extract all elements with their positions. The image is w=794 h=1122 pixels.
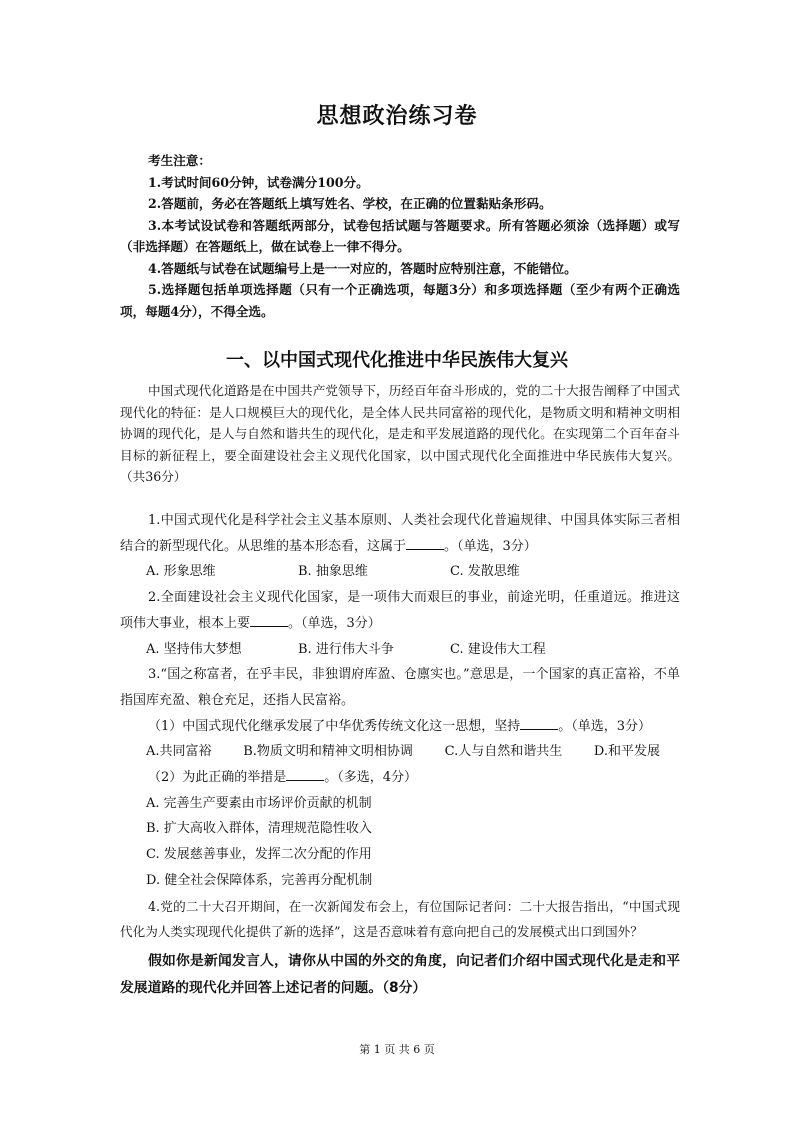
questions (120, 508, 680, 1002)
question-3-sub1-stem (120, 714, 680, 740)
option-c: C. 建设伟大工程 (450, 641, 546, 657)
option-a: A. 坚持伟大梦想 (146, 641, 242, 657)
q3-sub1-suffix: 。（单选，3分） (558, 718, 652, 734)
q3-sub2-text: （2）为此正确的举措是 (148, 770, 287, 786)
notice-item: 1.考试时间60分钟，试卷满分100分。 (148, 174, 369, 190)
question-1-options (120, 559, 680, 585)
page-footer: 第 1 页 共 6 页 (359, 1043, 435, 1056)
option-c: C.人与自然和谐共生 (444, 744, 563, 760)
question-4-stem: 4.党的二十大召开期间，在一次新闻发布会上，有位国际记者问：二十大报告指出，“中国式现代化为人类实现现代化提供了新的选择”，这是否意味着有意向把自己的发展模式出口到国外？ (120, 898, 680, 939)
page-title: 思想政治练习卷 (316, 104, 478, 129)
option-d: D.和平发展 (593, 744, 660, 760)
exam-notice (120, 150, 680, 322)
notice-item: 2.答题前，务必在答题纸上填写姓名、学校，在正确的位置黏贴条形码。 (148, 196, 552, 211)
question-3-sub2-stem (120, 765, 680, 791)
q2-stem-text: 2.全面建设社会主义现代化国家，是一项伟大而艰巨的事业，前途光明，任重道远。推进这项伟大事业，根本上要 (120, 590, 680, 631)
answer-blank (250, 614, 288, 627)
q3-sub1-text: （1）中国式现代化继承发展了中华优秀传统文化这一思想，坚持 (148, 718, 521, 734)
option-b: B. 进行伟大斗争 (298, 641, 394, 657)
section-intro: 中国式现代化道路是在中国共产党领导下，历经百年奋斗形成的，党的二十大报告阐释了中国式现代化的特征：是人口规模巨大的现代化，是全体人民共同富裕的现代化，是物质文明和精神文明相协调的现代化，是人与自然和谐共生的现代化，是走和平发展道路的现代化。在实现第二个百年奋斗目标的新征程上，要全面建设社会主义现代化国家，以中国式现代化全面推进中华民族伟大复兴。（共36分） (120, 383, 680, 484)
notice-item: 5.选择题包括单项选择题（只有一个正确选项，每题3分）和多项选择题（至少有两个正确选项，每题4分），不得全选。 (120, 282, 680, 319)
option-a: A. 形象思维 (146, 564, 216, 580)
option-b: B. 抽象思维 (298, 564, 368, 580)
option-a: A. 完善生产要素由市场评价贡献的机制 (146, 795, 372, 811)
question-4-task: 假如你是新闻发言人，请你从中国的外交的角度，向记者们介绍中国式现代化是走和平发展道路的现代化并回答上述记者的问题。（8分） (120, 953, 680, 997)
question-1-stem (120, 508, 680, 559)
q3-sub2-suffix: 。（多选，4分） (324, 770, 418, 786)
answer-blank (520, 717, 558, 730)
question-3-stem: 3.“国之称富者，在乎丰民，非独谓府库盈、仓廪实也。”意思是，一个国家的真正富裕，不单指国库充盈、粮仓充足，还指人民富裕。 (120, 667, 680, 708)
answer-blank (406, 537, 444, 550)
q1-stem-suffix: 。（单选，3分） (444, 538, 537, 554)
question-2-stem (120, 585, 680, 636)
notice-item: 4.答题纸与试卷在试题编号上是一一对应的，答题时应特别注意，不能错位。 (148, 260, 577, 276)
q1-stem-text: 1.中国式现代化是科学社会主义基本原则、人类社会现代化普遍规律、中国具体实际三者相结合的新型现代化。从思维的基本形态看，这属于 (120, 513, 680, 554)
section-heading: 一、以中国式现代化推进中华民族伟大复兴 (226, 350, 568, 371)
question-2-options (120, 637, 680, 663)
option-b: B. 扩大高收入群体，清理规范隐性收入 (146, 821, 372, 837)
notice-heading: 考生注意： (148, 153, 211, 168)
option-c: C. 发展慈善事业，发挥二次分配的作用 (146, 847, 372, 863)
notice-item: 3.本考试设试卷和答题纸两部分，试卷包括试题与答题要求。所有答题必须涂（选择题）或写（非选择题）在答题纸上，做在试卷上一律不得分。 (120, 217, 680, 254)
option-c: C. 发散思维 (450, 564, 520, 580)
option-d: D. 健全社会保障体系，完善再分配机制 (146, 872, 373, 888)
option-a: A.共同富裕 (146, 744, 212, 760)
option-b: B.物质文明和精神文明相协调 (243, 744, 413, 760)
question-3-sub1-options (120, 739, 680, 765)
q2-stem-suffix: 。（单选，3分） (288, 615, 381, 631)
answer-blank (286, 768, 324, 781)
